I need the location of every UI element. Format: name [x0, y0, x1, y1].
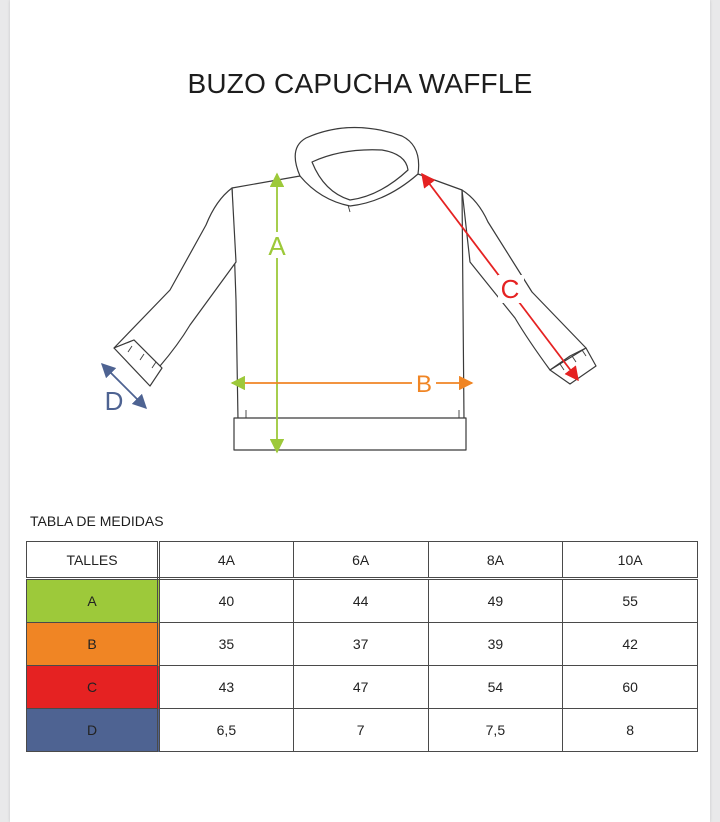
measure-c-label: C	[500, 274, 520, 304]
table-cell: 47	[293, 666, 428, 709]
table-cell: 43	[159, 666, 294, 709]
table-cell: 42	[563, 623, 698, 666]
measure-b-label: B	[415, 371, 433, 398]
size-table	[26, 541, 698, 752]
table-caption: TABLA DE MEDIDAS	[30, 513, 164, 529]
table-cell: 8	[563, 709, 698, 752]
table-cell: 6,5	[159, 709, 294, 752]
hoodie-diagram	[10, 0, 710, 500]
table-cell: 55	[563, 579, 698, 623]
table-cell: 39	[428, 623, 563, 666]
table-cell: 49	[428, 579, 563, 623]
header-cell: 4A	[159, 542, 294, 579]
row-label: C	[27, 666, 159, 709]
header-cell: TALLES	[27, 542, 159, 579]
row-label: A	[27, 579, 159, 623]
table-cell: 7	[293, 709, 428, 752]
table-cell: 60	[563, 666, 698, 709]
table-cell: 54	[428, 666, 563, 709]
page-title: BUZO CAPUCHA WAFFLE	[187, 68, 533, 99]
table-row	[27, 579, 698, 623]
row-label: D	[27, 709, 159, 752]
row-label: B	[27, 623, 159, 666]
table-row	[27, 666, 698, 709]
header-cell: 10A	[563, 542, 698, 579]
table-row	[27, 623, 698, 666]
size-guide-page	[10, 0, 710, 822]
table-cell: 40	[159, 579, 294, 623]
table-cell: 35	[159, 623, 294, 666]
measure-a-label: A	[268, 231, 286, 261]
header-cell: 6A	[293, 542, 428, 579]
header-cell: 8A	[428, 542, 563, 579]
table-cell: 37	[293, 623, 428, 666]
table-cell: 44	[293, 579, 428, 623]
measure-d-label: D	[104, 386, 124, 416]
table-header-row	[27, 542, 698, 579]
table-row	[27, 709, 698, 752]
table-cell: 7,5	[428, 709, 563, 752]
